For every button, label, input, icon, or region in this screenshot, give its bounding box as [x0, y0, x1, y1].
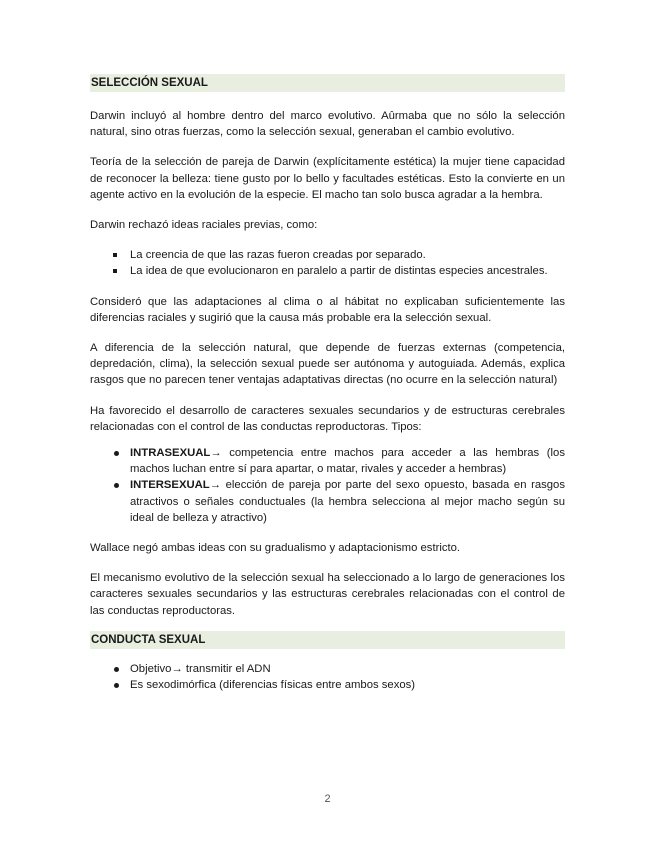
bullet-icon [114, 483, 119, 488]
page-number: 2 [324, 793, 331, 805]
paragraph-mecanismo: El mecanismo evolutivo de la selección sexual ha seleccionado a lo largo de generaciones los caracteres sexuales secundarios y las estructuras cerebrales relacionadas con el control de las conductas reproductoras. [90, 572, 565, 617]
square-bullet-icon [113, 253, 117, 257]
section-heading-seleccion-sexual: SELECCIÓN SEXUAL [90, 74, 565, 92]
paragraph-teoria-seleccion: Teoría de la selección de pareja de Darwin (explícitamente estética) la mujer tiene capacidad de reconocer la belleza: tiene gusto por lo bello y facultades estéticas. Esto la convierte en un agente activo en la evolución de la especie. El macho tan solo busca agradar a la hembra. [90, 156, 565, 201]
section-heading-conducta-sexual: CONDUCTA SEXUAL [90, 631, 565, 649]
document-page [90, 74, 565, 693]
paragraph-adaptaciones: Consideró que las adaptaciones al clima o al hábitat no explicaban suficientemente las diferencias raciales y sugirió que la causa más probable era la selección sexual. [90, 295, 565, 324]
paragraph-ideas-raciales: Darwin rechazó ideas raciales previas, como: [90, 219, 318, 232]
paragraph-wallace: Wallace negó ambas ideas con su gradualismo y adaptacionismo estricto. [90, 542, 461, 555]
square-bullet-icon [113, 269, 117, 273]
bullet-icon [114, 451, 119, 456]
paragraph-diferencia-seleccion: A diferencia de la selección natural, que depende de fuerzas externas (competencia, depredación, clima), la selección sexual puede ser autónoma y autoguiada. Además, explica rasgos que no parecen tener ventajas adaptativas directas (no ocurre en la selección natural) [90, 342, 565, 387]
list-item: La creencia de que las razas fueron creadas por separado. [90, 247, 565, 263]
list-tipos [90, 445, 565, 526]
list-item: Es sexodimórfica (diferencias físicas entre ambos sexos) [90, 677, 565, 693]
paragraph-caracteres: Ha favorecido el desarrollo de caracteres sexuales secundarios y de estructuras cerebrales relacionadas con el control de las conductas reproductoras. Tipos: [90, 404, 565, 433]
list-item: La idea de que evolucionaron en paralelo a partir de distintas especies ancestrales. [90, 263, 565, 279]
list-ideas-raciales [90, 247, 565, 279]
bullet-icon [114, 667, 119, 672]
list-item: INTRASEXUAL→ competencia entre machos para acceder a las hembras (los machos luchan entre sí para apartar, o matar, rivales y acceder a hembras) [90, 445, 565, 477]
bullet-icon [114, 683, 119, 688]
paragraph-darwin-intro: Darwin incluyó al hombre dentro del marco evolutivo. Aûrmaba que no sólo la selección natural, sino otras fuerzas, como la selección sexual, generaban el cambio evolutivo. [90, 110, 565, 139]
list-conducta [90, 661, 565, 693]
list-item: Objetivo→ transmitir el ADN [90, 661, 565, 677]
list-item: INTERSEXUAL→ elección de pareja por parte del sexo opuesto, basada en rasgos atractivos o señales conductuales (la hembra selecciona al mejor macho según su ideal de belleza y atractivo) [90, 477, 565, 526]
